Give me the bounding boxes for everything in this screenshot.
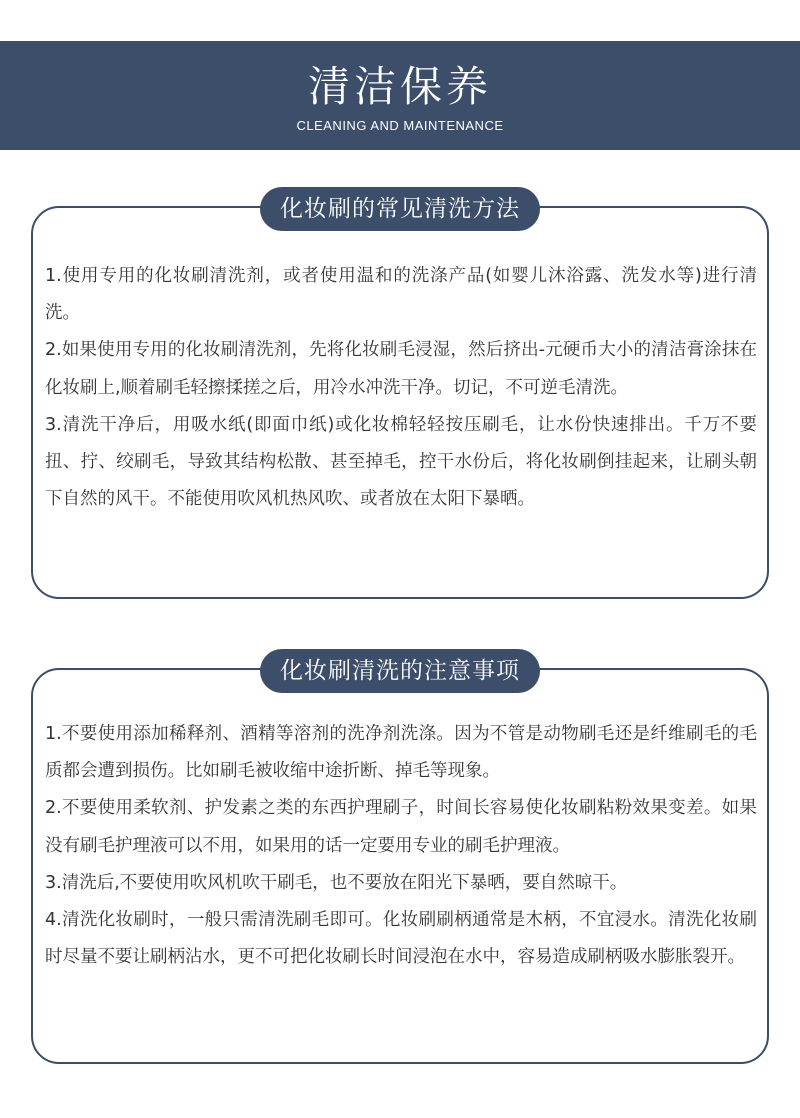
section-cleaning-methods [31,196,769,599]
section-body [45,258,757,518]
page-title: 清洁保养 [307,62,492,111]
page-subtitle: CLEANING AND MAINTENANCE [296,118,504,133]
list-item: 1.使用专用的化妆刷清洗剂，或者使用温和的洗涤产品(如婴儿沐浴露、洗发水等)进行清洗。 [45,266,757,324]
list-item: 1.不要使用添加稀释剂、酒精等溶剂的洗净剂洗涤。因为不管是动物刷毛还是纤维刷毛的毛质都会遭到损伤。比如刷毛被收缩中途折断、掉毛等现象。 [45,724,757,782]
list-item: 2.如果使用专用的化妆刷清洗剂，先将化妆刷毛浸湿，然后挤出-元硬币大小的清洁膏涂抹在化妆刷上,顺着刷毛轻擦揉搓之后，用冷水冲洗干净。切记，不可逆毛清洗。 [45,340,757,398]
list-item: 3.清洗后,不要使用吹风机吹干刷毛，也不要放在阳光下暴晒，要自然晾干。 [45,872,628,893]
header-banner [0,41,800,150]
section-body [45,716,757,976]
section-cleaning-notes [31,658,769,1064]
section-title: 化妆刷的常见清洗方法 [260,187,540,231]
list-item: 2.不要使用柔软剂、护发素之类的东西护理刷子，时间长容易使化妆刷粘粉效果变差。如果没有刷毛护理液可以不用，如果用的话一定要用专业的刷毛护理液。 [45,798,757,856]
section-title: 化妆刷清洗的注意事项 [260,649,540,693]
list-item: 4.清洗化妆刷时，一般只需清洗刷毛即可。化妆刷刷柄通常是木柄，不宜浸水。清洗化妆刷时尽量不要让刷柄沾水，更不可把化妆刷长时间浸泡在水中，容易造成刷柄吸水膨胀裂开。 [45,910,757,968]
list-item: 3.清洗干净后，用吸水纸(即面巾纸)或化妆棉轻轻按压刷毛，让水份快速排出。千万不要扭、拧、绞刷毛，导致其结构松散、甚至掉毛，控干水份后，将化妆刷倒挂起来，让刷头朝下自然的风干。不能使用吹风机热风吹、或者放在太阳下暴晒。 [45,414,757,510]
